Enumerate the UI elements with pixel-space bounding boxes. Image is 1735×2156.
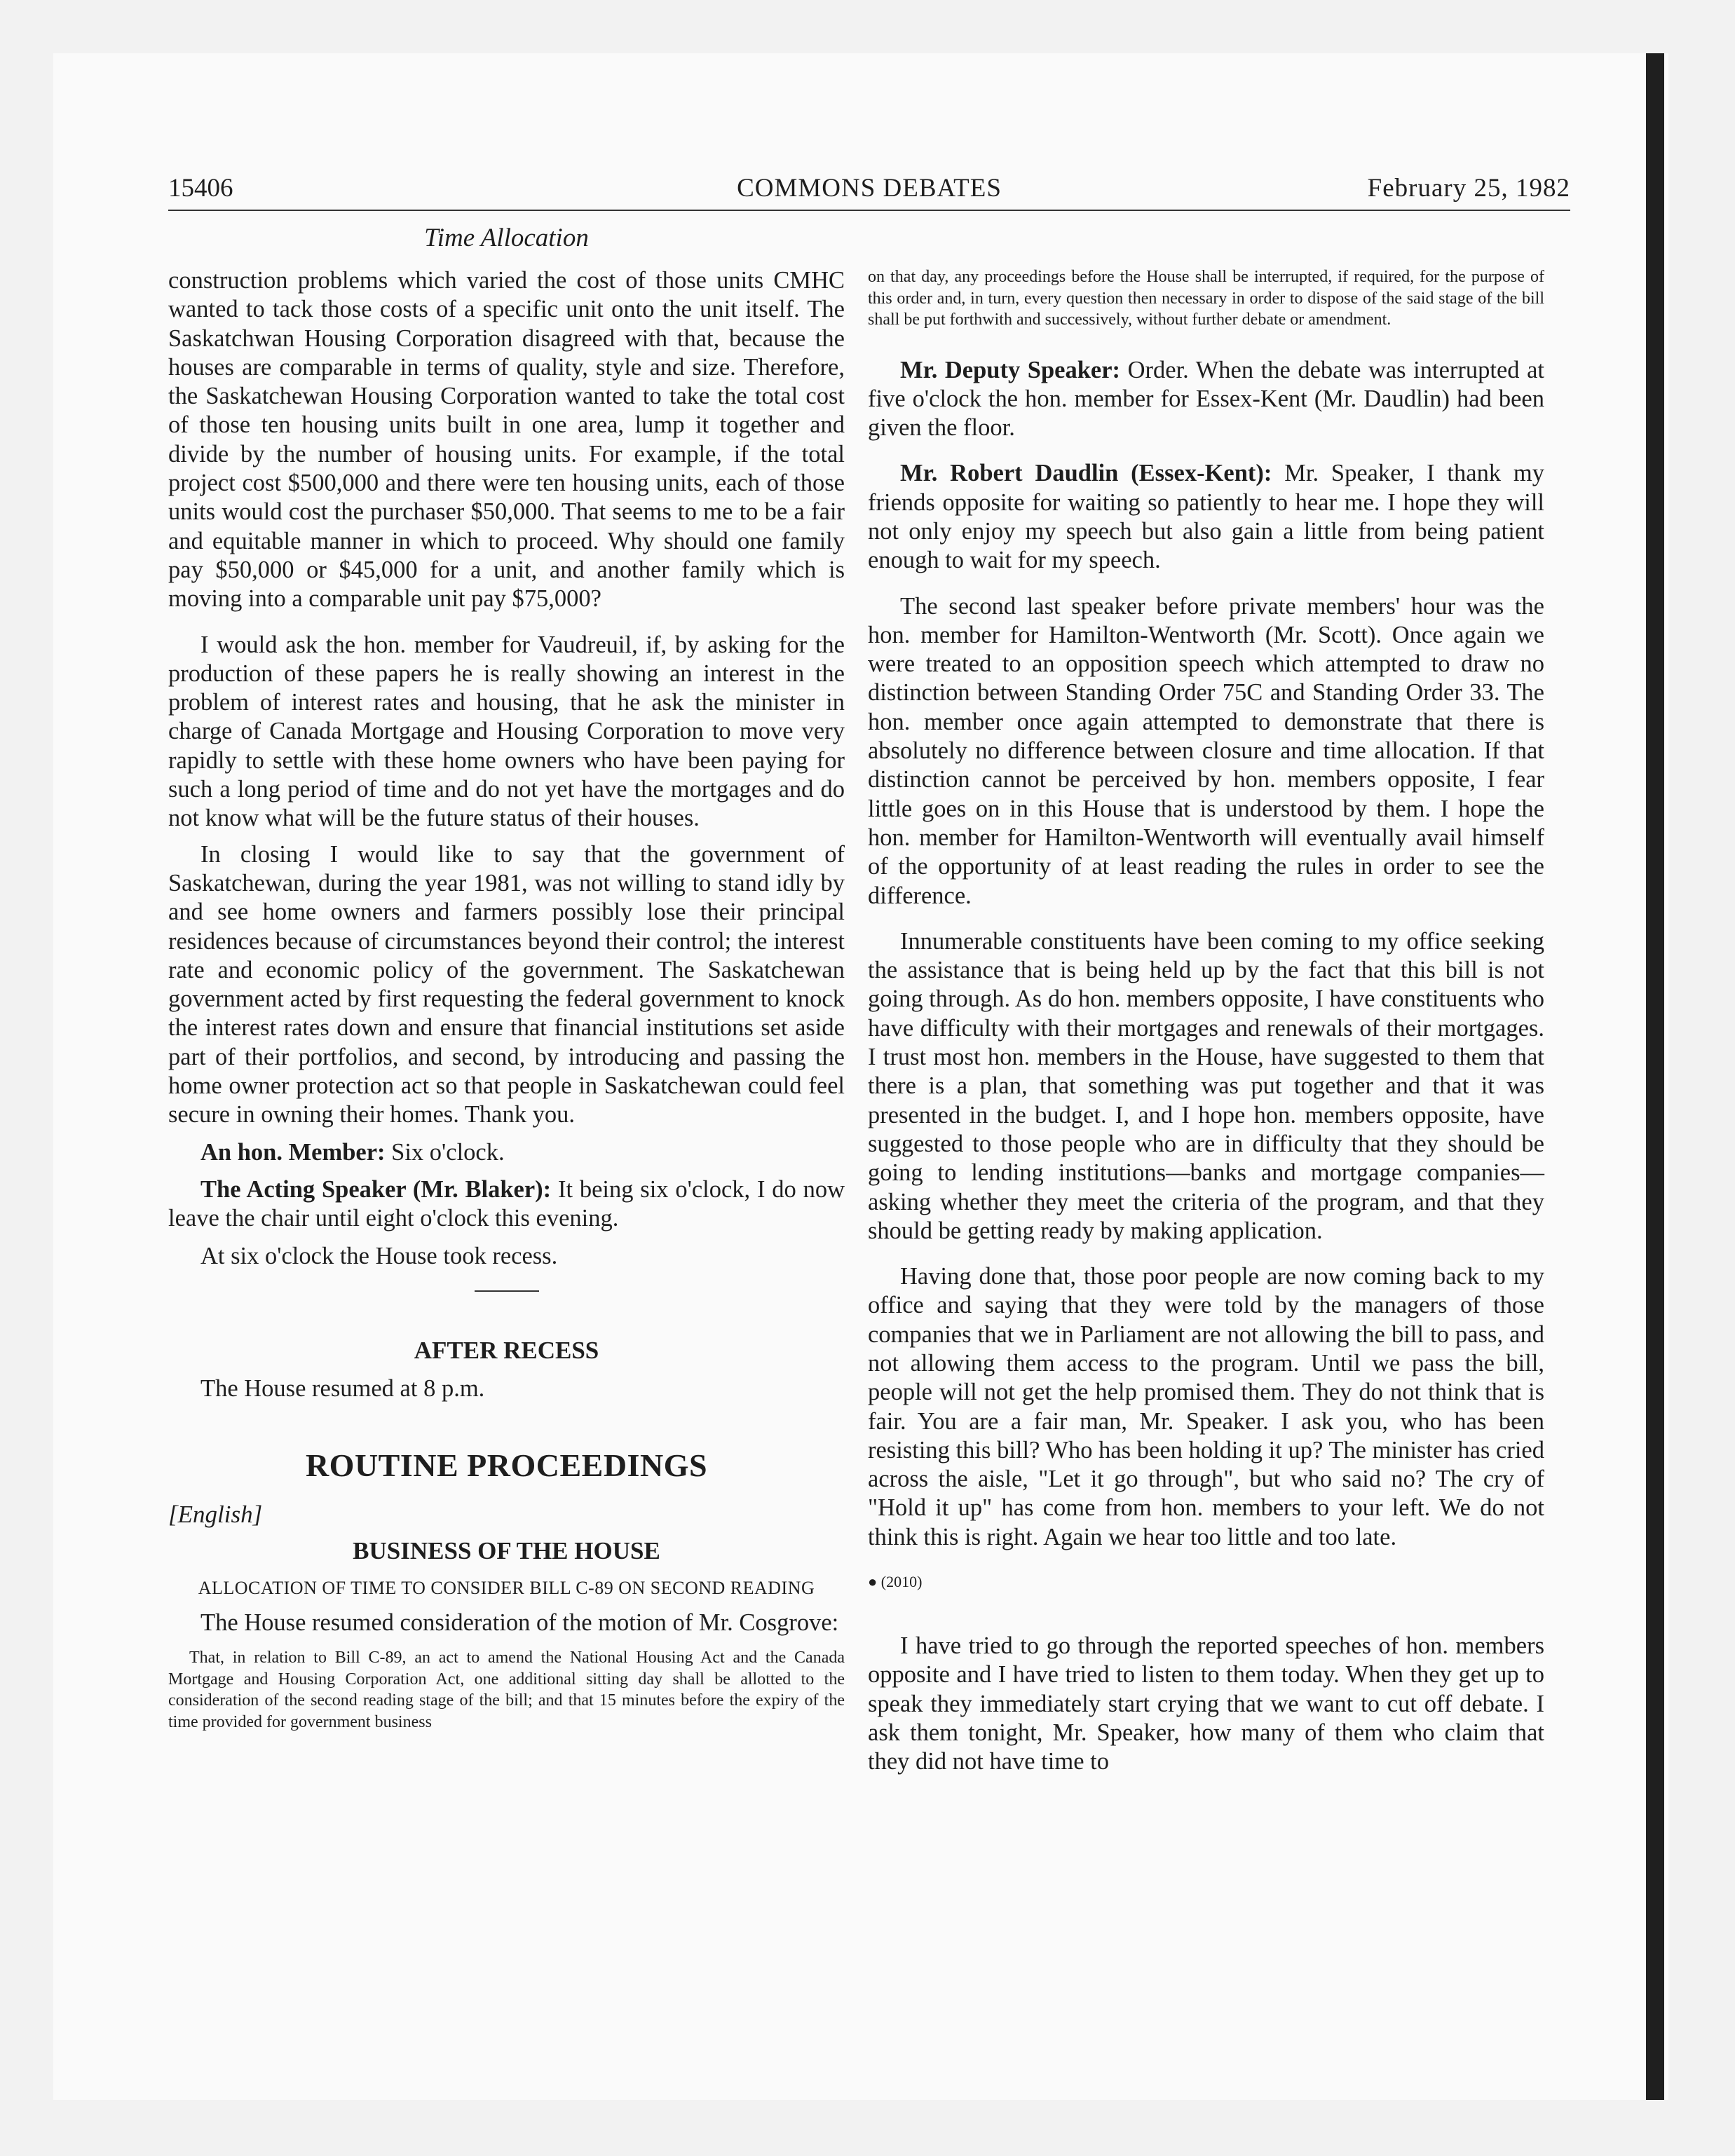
page-number: 15406 xyxy=(168,174,233,203)
paragraph: The House resumed consideration of the motion of Mr. Cosgrove: xyxy=(200,1609,839,1637)
left-column xyxy=(168,266,845,1733)
speaker-name: Mr. Deputy Speaker: xyxy=(900,356,1121,383)
paragraph: The second last speaker before private members' hour was the hon. member for Hamilton-Wentworth (Mr. Scott). Once again we were treated to an opposition speech which attempted to draw no distinction between Standing Order 75C and Standing Order 33. The hon. member once again attempted to demonstrate that there is absolutely no difference between closure and time allocation. If that distinction cannot be perceived by hon. members opposite, I fear little goes on in this House that is understood by them. I hope the hon. member for Hamilton-Wentworth will eventually avail himself of the opportunity of at least reading the rules in order to see the difference. xyxy=(868,592,1544,909)
publication-date: February 25, 1982 xyxy=(1367,174,1570,203)
paragraph: The House resumed at 8 p.m. xyxy=(200,1374,485,1402)
time-marker: ● (2010) xyxy=(868,1573,923,1591)
page-header xyxy=(168,170,1570,211)
paragraph: Mr. Deputy Speaker: Order. When the debate was interrupted at five o'clock the hon. member for Essex-Kent (Mr. Daudlin) had been given the floor. xyxy=(868,356,1544,442)
paragraph: construction problems which varied the cost of those units CMHC wanted to tack those costs of a specific unit onto the unit itself. The Saskatchwan Housing Corporation disagreed with that, because the houses are comparable in terms of quality, style and size. Therefore, the Saskatchewan Housing Corporation wanted to take the total cost of those ten housing units built in one area, lump it together and divide by the number of housing units. For example, if the total project cost $500,000 and there were ten housing units, each of those units would cost the purchaser $50,000. That seems to me to be a fair and equitable manner in which to proceed. Why should one family pay $50,000 or $45,000 for a unit, and another family which is moving into a comparable unit pay $75,000? xyxy=(168,267,845,613)
paragraph: An hon. Member: Six o'clock. xyxy=(200,1138,505,1166)
speaker-name: Mr. Robert Daudlin (Essex-Kent): xyxy=(900,460,1272,487)
scan-edge-bar xyxy=(1646,53,1664,2100)
section-heading-after-recess: AFTER RECESS xyxy=(414,1336,599,1364)
right-column xyxy=(868,266,1544,1777)
paragraph: Having done that, those poor people are now coming back to my office and saying that they were told by the managers of those companies that we in Parliament are not allowing the bill to pass, and not allowing them access to the program. Until we pass the bill, people will not get the help promised them. They do not think that is fair. You are a fair man, Mr. Speaker. I ask you, who has been resisting this bill? Who has been holding it up? The minister has cried across the aisle, "Let it go through", but who said no? The cry of "Hold it up" has come from hon. members to your left. We do not think this is right. Again we hear too little and too late. xyxy=(868,1263,1544,1550)
paragraph: At six o'clock the House took recess. xyxy=(200,1242,558,1269)
section-heading-allocation: ALLOCATION OF TIME TO CONSIDER BILL C-89 ON SECOND READING xyxy=(198,1578,815,1599)
section-heading-routine-proceedings: ROUTINE PROCEEDINGS xyxy=(305,1447,708,1484)
paragraph: I have tried to go through the reported speeches of hon. members opposite and I have tried to listen to them today. When they get up to speak they immediately start crying that we want to cut off debate. I ask them tonight, Mr. Speaker, how many of them who claim that they did not have time to xyxy=(868,1632,1544,1775)
section-heading-business: BUSINESS OF THE HOUSE xyxy=(353,1537,660,1565)
language-marker: [English] xyxy=(168,1501,263,1529)
motion-text-continued: on that day, any proceedings before the House shall be interrupted, if required, for the purpose of this order and, in turn, every question then necessary in order to dispose of the said stage of the bill shall be put forthwith and successively, without further debate or amendment. xyxy=(868,268,1544,329)
paragraph: Mr. Robert Daudlin (Essex-Kent): Mr. Speaker, I thank my friends opposite for waiting so patiently to hear me. I hope they will not only enjoy my speech but also gain a little from being patient enough to wait for my speech. xyxy=(868,460,1544,574)
motion-text: That, in relation to Bill C-89, an act to amend the National Housing Act and the Canada Mortgage and Housing Corporation Act, one additional sitting day shall be allotted to the consideration of the second reading stage of the bill; and that 15 minutes before the expiry of the time provided for government business xyxy=(168,1649,845,1731)
publication-title: COMMONS DEBATES xyxy=(737,174,1002,203)
paragraph: Innumerable constituents have been coming to my office seeking the assistance that is being held up by the fact that this bill is not going through. As do hon. members opposite, I have constituents who have difficulty with their mortgages and renewals of their mortgages. I trust most hon. members in the House, have suggested to them that there is a plan, that something was put together and that it was presented in the budget. I, and I hope hon. members opposite, have suggested to those people who are in difficulty that they should be going to lending institutions—banks and mortgage companies—asking whether they meet the criteria of the program, and that they should be getting ready by making application. xyxy=(868,927,1544,1244)
paragraph: In closing I would like to say that the government of Saskatchewan, during the year 1981, was not willing to stand idly by and see home owners and farmers possibly lose their principal residences because of circumstances beyond their control; the interest rate and economic policy of the government. The Saskatchewan government acted by first requesting the federal government to knock the interest rates down and ensure that financial institutions set aside part of their portfolios, and second, by introducing and passing the home owner protection act so that people in Saskatchewan could feel secure in owning their homes. Thank you. xyxy=(168,840,845,1128)
speaker-name: The Acting Speaker (Mr. Blaker): xyxy=(200,1175,552,1203)
paragraph: I would ask the hon. member for Vaudreuil, if, by asking for the production of these papers he is really showing an interest in the problem of interest rates and housing, that he ask the minister in charge of Canada Mortgage and Housing Corporation to move very rapidly to settle with these home owners who have been paying for such a long period of time and do not yet have the mortgages and do not know what will be the future status of their houses. xyxy=(168,631,845,832)
section-subheading: Time Allocation xyxy=(424,224,589,252)
paragraph: The Acting Speaker (Mr. Blaker): It being six o'clock, I do now leave the chair until eight o'clock this evening. xyxy=(168,1175,845,1232)
speaker-name: An hon. Member: xyxy=(200,1138,386,1166)
